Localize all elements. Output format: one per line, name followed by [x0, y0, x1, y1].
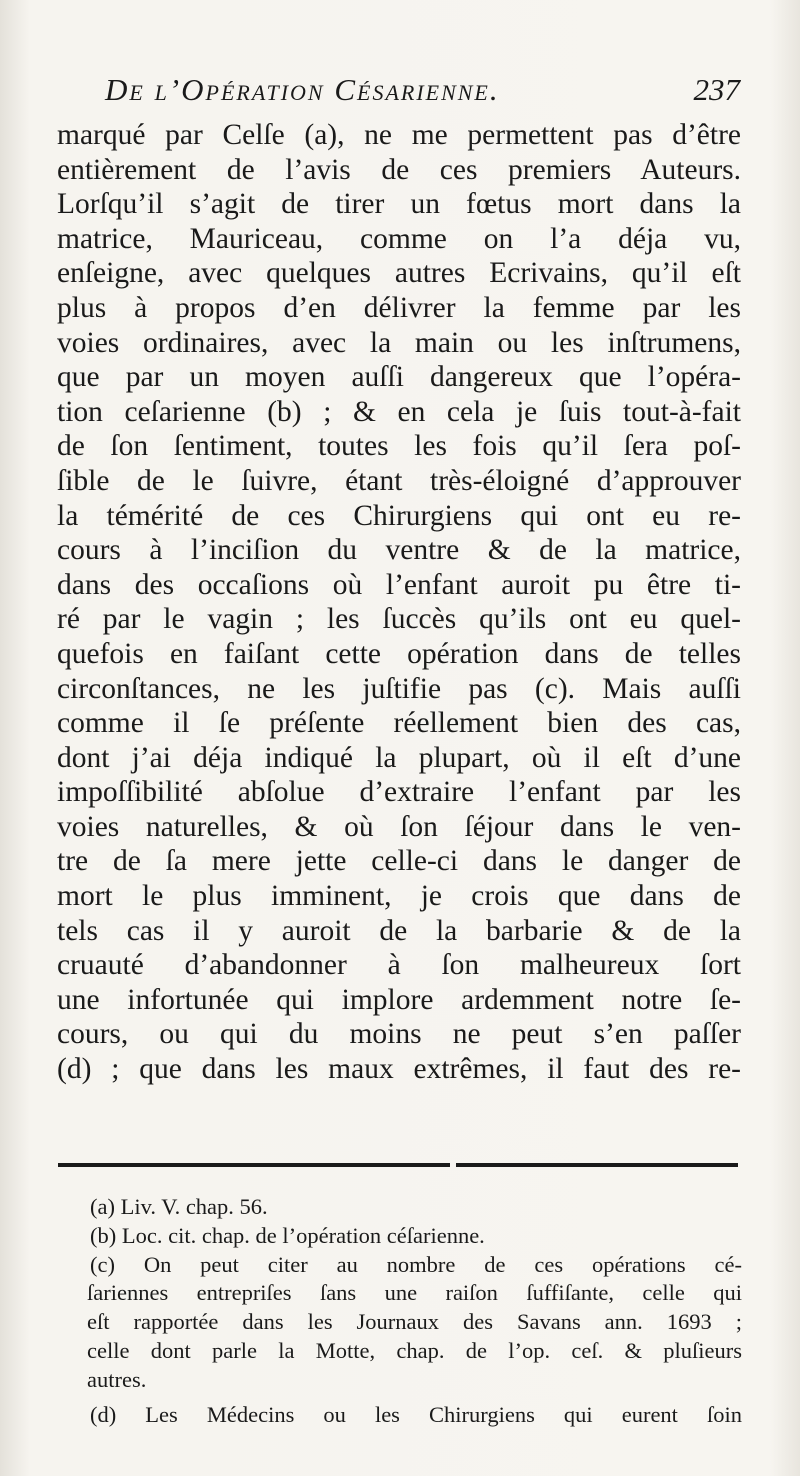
text-line: voies naturelles, & où ſon ſéjour dans le ven-	[57, 810, 741, 843]
text-line: impoſſibilité abſolue d’extraire l’enfant par les	[57, 776, 741, 809]
footnote-c-line: eſt rapportée dans les Journaux des Savans ann. 1693 ;	[87, 1309, 742, 1335]
text-line: plus à propos d’en délivrer la femme par les	[57, 291, 741, 324]
text-line: circonſtances, ne les juſtifie pas (c). Mais auſſi	[57, 672, 741, 705]
text-line: ré par le vagin ; les ſuccès qu’ils ont eu quel-	[57, 603, 741, 636]
text-line: tre de ſa mere jette celle-ci dans le danger de	[57, 845, 741, 878]
footnote-c-line: ſariennes entrepriſes ſans une raiſon ſuffiſante, celle qui	[87, 1280, 742, 1306]
footnote-divider-right	[456, 1163, 738, 1167]
text-line: quefois en faiſant cette opération dans de telles	[57, 637, 741, 670]
text-line: voies ordinaires, avec la main ou les inſtrumens,	[57, 326, 741, 359]
main-text	[57, 118, 741, 1087]
text-line: (d) ; que dans les maux extrêmes, il faut des re-	[57, 1053, 741, 1086]
text-line: ſible de le ſuivre, étant très-éloigné d’approuver	[57, 464, 741, 497]
text-line: que par un moyen auſſi dangereux que l’opéra-	[57, 361, 741, 394]
text-line: Lorſqu’il s’agit de tirer un fœtus mort dans la	[57, 188, 741, 221]
text-line: comme il ſe préſente réellement bien des cas,	[57, 707, 741, 740]
text-line: matrice, Mauriceau, comme on l’a déja vu,	[57, 222, 741, 255]
text-line: dans des occaſions où l’enfant auroit pu être ti-	[57, 568, 741, 601]
running-header	[105, 72, 740, 108]
footnote-a: (a) Liv. V. chap. 56.	[90, 1194, 268, 1219]
text-line: cours, ou qui du moins ne peut s’en paſſer	[57, 1018, 741, 1051]
text-line: entièrement de l’avis de ces premiers Auteurs.	[57, 153, 741, 186]
footnote-d: (d) Les Médecins ou les Chirurgiens qui eurent ſoin	[90, 1401, 742, 1427]
text-line: de ſon ſentiment, toutes les fois qu’il ſera poſ-	[57, 430, 741, 463]
footnote-c-line: autres.	[87, 1366, 147, 1392]
footnote-c-line: (c) On peut citer au nombre de ces opérations cé-	[90, 1251, 742, 1277]
footnote-divider-left	[58, 1163, 450, 1167]
text-line: dont j’ai déja indiqué la plupart, où il eſt d’une	[57, 741, 741, 774]
footnotes	[87, 1193, 742, 1429]
text-line: cruauté d’abandonner à ſon malheureux ſort	[57, 949, 741, 982]
text-line: la témérité de ces Chirurgiens qui ont eu re-	[57, 499, 741, 532]
text-line: enſeigne, avec quelques autres Ecrivains, qu’il eſt	[57, 257, 741, 290]
footnote-c-line: celle dont parle la Motte, chap. de l’op. ceſ. & pluſieurs	[87, 1337, 742, 1363]
text-line: cours à l’inciſion du ventre & de la matrice,	[57, 534, 741, 567]
running-title: De l’Opération Césarienne.	[105, 72, 500, 107]
page-number: 237	[693, 72, 740, 107]
text-line: marqué par Celſe (a), ne me permettent pas d’être	[57, 119, 741, 151]
text-line: mort le plus imminent, je crois que dans de	[57, 880, 741, 913]
text-line: une infortunée qui implore ardemment notre ſe-	[57, 983, 741, 1016]
footnote-b: (b) Loc. cit. chap. de l’opération céſarienne.	[90, 1222, 485, 1248]
text-line: tion ceſarienne (b) ; & en cela je ſuis tout-à-fait	[57, 395, 741, 428]
text-line: tels cas il y auroit de la barbarie & de la	[57, 914, 741, 947]
